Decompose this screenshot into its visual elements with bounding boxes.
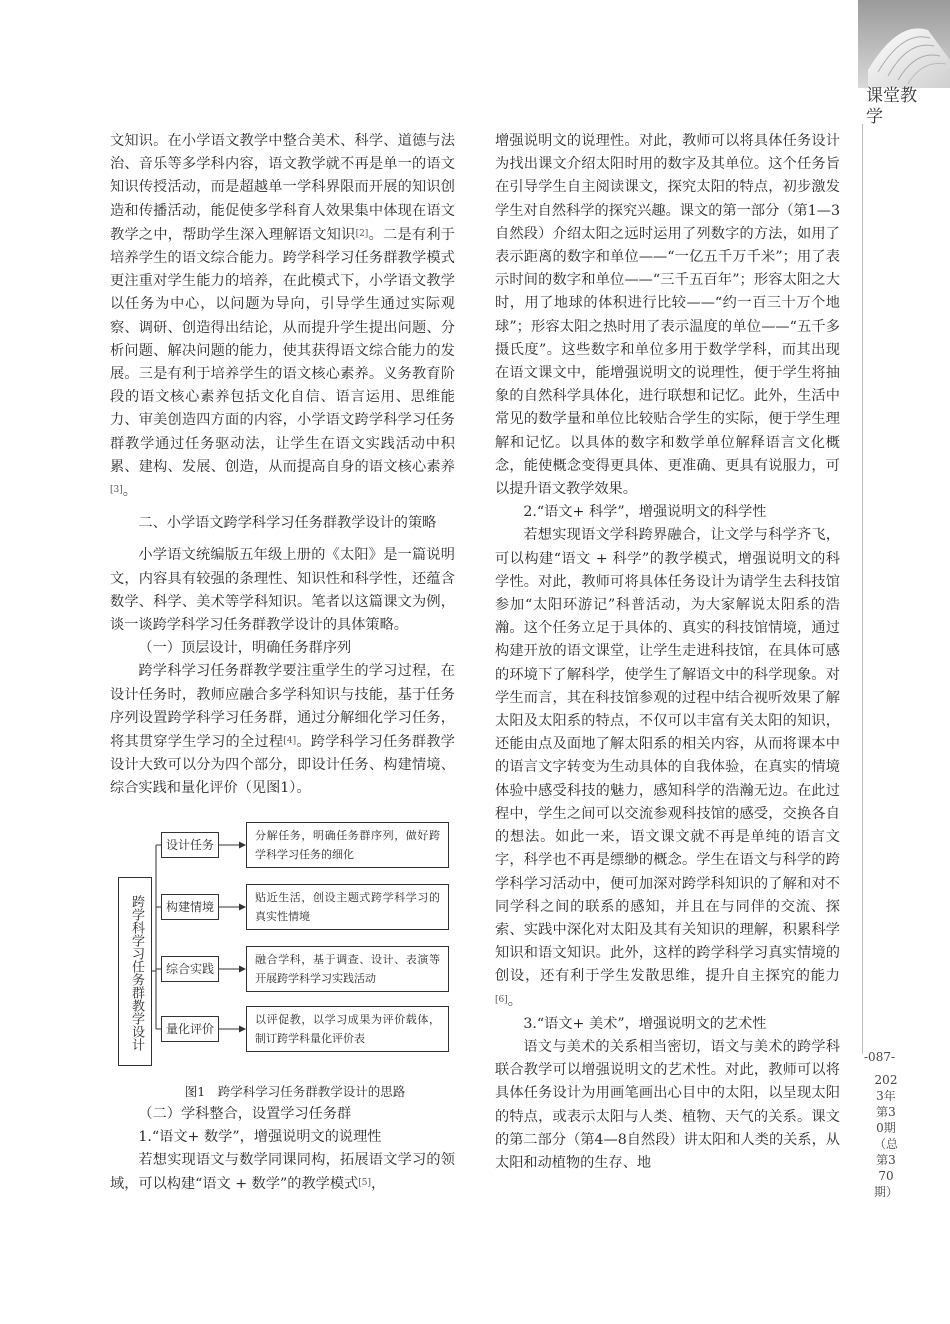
sidebar-divider — [862, 124, 863, 1054]
step-box-quantitative-evaluation: 量化评价 — [161, 1016, 219, 1042]
open-book-photo — [858, 0, 950, 88]
right-column — [495, 130, 840, 1175]
subsubsection-heading: 1.“语文+ 数学”，增强说明文的说理性 — [138, 1128, 382, 1145]
step-box-design-task: 设计任务 — [161, 832, 219, 858]
citation: [3] — [110, 485, 123, 496]
paragraph: 跨学科学习任务群教学要注重学生的学习过程，在设计任务时，教师应融合多学科知识与技能，基于任务序列设置跨学科学习任务群，通过分解细化学习任务，将其贯穿学生学习的全过程[4]。跨学科学习任务群教学设计大致可以分为四个部分，即设计任务、构建情境、综合实践和量化评价（见图1）。 — [110, 663, 455, 797]
step-box-build-context: 构建情境 — [161, 894, 219, 920]
issue-info: 2023年第30期（总第370期） — [874, 1073, 899, 1199]
subsubsection-heading: 2.“语文+ 科学”，增强说明文的科学性 — [523, 504, 767, 521]
paragraph: 文知识。在小学语文教学中整合美术、科学、道德与法治、音乐等多学科内容，语文教学就不再是单一的语文知识传授活动，而是超越单一学科界限而开展的知识创造和传播活动，能促使多学科育人效果集中体现在语文教学之中，帮助学生深入理解语文知识[2]。二是有利于培养学生的语文综合能力。跨学科学习任务群教学模式更注重对学生能力的培养，在此模式下，小学语文教学以任务为中心，以问题为导向，引导学生通过实际观察、调研、创造得出结论，从而提升学生提出问题、分析问题、解决问题的能力，使其获得语文综合能力的发展。三是有利于培养学生的语文核心素养。义务教育阶段的语文核心素养包括文化自信、语言运用、思维能力、审美创造四方面的内容，小学语文跨学科学习任务群教学通过任务驱动法，让学生在语文实践活动中积累、建构、发展、创造，从而提高自身的语文核心素养[3]。 — [110, 133, 455, 500]
citation: [4] — [283, 736, 297, 747]
step-box-integrated-practice: 综合实践 — [161, 956, 219, 982]
citation: [2] — [355, 228, 369, 239]
subsection-heading: （二）学科整合，设置学习任务群 — [138, 1105, 352, 1122]
step-desc-integrated-practice: 融合学科，基于调查、设计、表演等开展跨学科学习实践活动 — [246, 946, 449, 992]
step-desc-design-task: 分解任务，明确任务群序列，做好跨学科学习任务的细化 — [246, 822, 449, 868]
paragraph: 增强说明文的说理性。对此，教师可以将具体任务设计为找出课文介绍太阳时用的数字及其单位。这个任务旨在引导学生自主阅读课文，探究太阳的特点，初步激发学生对自然科学的探究兴趣。课文的第一部分（第1—3自然段）介绍太阳之远时运用了列数字的方法，如用了表示距离的数字和单位——“一亿五千万千米”；用了表示时间的数字和单位——“三千五百年”；形容太阳之大时，用了地球的体积进行比较——“约一百三十万个地球”；形容太阳之热时用了表示温度的单位——“五千多摄氏度”。这些数字和单位多用于数学学科，而其出现在语文课文中，能增强说明文的说理性，便于学生将抽象的自然科学具体化，进行联想和记忆。此外，生活中常见的数学量和单位比较贴合学生的实际，便于学生理解和记忆。以具体的数字和数学单位解释语言文化概念，能使概念变得更具体、更准确、更具有说服力，可以提升语文教学效果。 — [495, 133, 840, 498]
step-desc-build-context: 贴近生活，创设主题式跨学科学习的真实性情境 — [246, 884, 449, 930]
figure-caption: 图1 跨学科学习任务群教学设计的思路 — [184, 1083, 406, 1099]
paragraph: 若想实现语文学科跨界融合，让文学与科学齐飞，可以构建“语文 + 科学”的教学模式，增强说明文的科学性。对此，教师可将具体任务设计为请学生去科技馆参加“太阳环游记”科普活动，为大家解说太阳系的浩瀚。这个任务立足于具体的、真实的科技馆情境，通过构建开放的语文课堂，让学生走进科技馆，在具体可感的环境下了解科学，使学生了解语文中的科学现象。对学生而言，其在科技馆参观的过程中结合视听效果了解太阳及太阳系的特点，不仅可以丰富有关太阳的知识，还能由点及面地了解太阳系的相关内容，从而将课本中的语言文字转变为生动具体的自我体验，在真实的情境体验中感受科技的魅力，感知科学的浩瀚无边。在此过程中，学生之间可以交流参观科技馆的感受，交换各自的想法。如此一来，语文课文就不再是单纯的语言文字，科学也不再是缥缈的概念。学生在语文与科学的跨学科学习活动中，便可加深对跨学科知识的了解和对不同学科之间的联系的感知，并且在与同伴的交流、探索、实践中深化对太阳及其有关知识的理解，积累科学知识和语文知识。此外，这样的跨学科学习真实情境的创设，还有利于学生发散思维，提升自主探究的能力[6]。 — [495, 527, 840, 1009]
section-label: 课堂教学 — [866, 86, 917, 127]
diagram-root-box: 跨学科学习任务群教学设计 — [118, 877, 152, 1066]
section-heading: 二、小学语文跨学科学习任务群教学设计的策略 — [138, 515, 437, 532]
paragraph: 小学语文统编版五年级上册的《太阳》是一篇说明文，内容具有较强的条理性、知识性和科学性，还蕴含数学、科学、美术等学科知识。笔者以这篇课文为例，谈一谈跨学科学习任务群教学设计的具体策略。 — [110, 547, 455, 634]
page-number: -087- — [864, 1050, 896, 1064]
paragraph: 语文与美术的关系相当密切，语文与美术的跨学科联合教学可以增强说明文的艺术性。对此，教师可以将具体任务设计为用画笔画出心目中的太阳，以呈现太阳的特点，或表示太阳与人类、植物、天气的关系。课文的第二部分（第4—8自然段）讲太阳和人类的关系，从太阳和动植物的生存、地 — [495, 1038, 840, 1171]
subsubsection-heading: 3.“语文+ 美术”，增强说明文的艺术性 — [523, 1015, 767, 1032]
citation: [5] — [358, 1178, 371, 1189]
figure-1-diagram — [110, 809, 455, 1079]
subsection-heading: （一）顶层设计，明确任务群序列 — [138, 640, 352, 657]
step-desc-quantitative-evaluation: 以评促教，以学习成果为评价载体，制订跨学科量化评价表 — [246, 1006, 449, 1052]
citation: [6] — [495, 994, 508, 1005]
paragraph: 若想实现语文与数学同课同构，拓展语文学习的领域，可以构建“语文 + 数学”的教学模式[5]， — [110, 1152, 455, 1193]
left-column — [110, 130, 455, 1197]
